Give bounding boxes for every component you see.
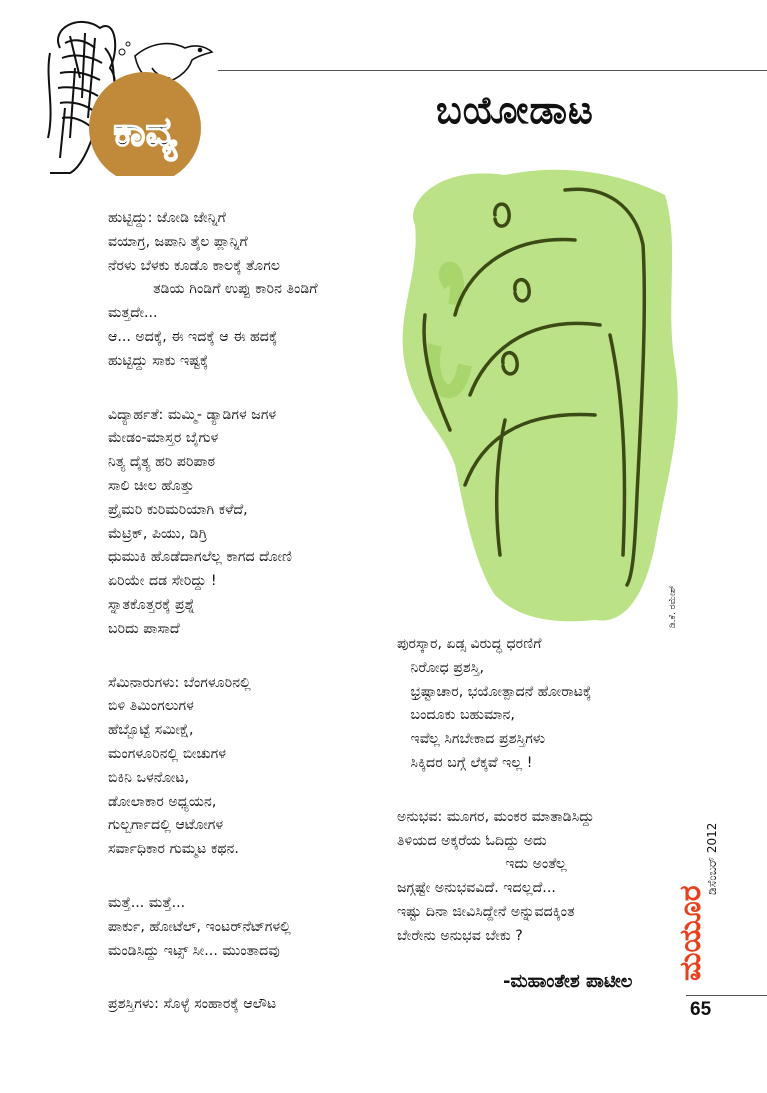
- poem-line: ಇಷ್ಟು ದಿನಾ ಜೀವಿಸಿದ್ದೇನೆ ಅನ್ನುವದಕ್ಕಿಂತ: [397, 903, 575, 920]
- illustration: [395, 165, 685, 630]
- poem-line: ಮಂಗಳೂರಿನಲ್ಲಿ ಬೀಚುಗಳ: [108, 745, 227, 762]
- issue-date: ಡಿಸೆಂಬರ್ 2012: [705, 822, 719, 895]
- poem-line: ಸರ್ವಾಧಿಕಾರ ಗುಮ್ಮಟ ಕಥನ.: [108, 841, 239, 858]
- poem-line: ಇದು ಅಂತೆಲ್ಲ: [397, 856, 567, 873]
- poem-line: ಪ್ರಶಸ್ತಿಗಳು: ಸೊಳ್ಳೆ ಸಂಹಾರಕ್ಕೆ ಆಲೌಟ: [108, 996, 277, 1013]
- poem-line: ಬಿಳಿ ತಿಮಿಂಗಲುಗಳ: [108, 698, 194, 715]
- top-rule: [218, 70, 767, 71]
- poem-author: -ಮಹಾಂತೇಶ ಪಾಟೀಲ: [503, 971, 633, 992]
- poem-line: ಪುರಸ್ಕಾರ, ಏಡ್ಸ ವಿರುದ್ಧ ಧರಣಿಗೆ: [397, 636, 542, 652]
- poem-line: ವಯಾಗ್ರ, ಜಪಾನಿ ತೈಲ ಪ್ಲಾನ್ನಿಗೆ: [108, 233, 248, 250]
- poem-line: ಹೆಬ್ಬೊಟ್ಟೆ ಸಮೀಕ್ಷೆ,: [108, 722, 194, 739]
- poem-line: ಮೇಡಂ-ಮಾಸ್ತರ ಬೈಗುಳ: [108, 430, 219, 447]
- logo-label: ಕಾವ್ಯ: [113, 109, 177, 155]
- poem-line: ಮತ್ತೆ... ಮತ್ತೆ...: [108, 894, 186, 911]
- stanza-education: [108, 404, 393, 642]
- poem-line: ಬಿಕಿನಿ ಒಳನೋಟ,: [108, 769, 190, 786]
- poem-line: ಜಗ್ಗಷ್ಟೇ ಅನುಭವವಿದೆ. ಇದಲ್ಲದೆ...: [397, 880, 556, 897]
- poem-line: ಹುಟ್ಟಿದ್ದು ಸಾಕು ಇಷ್ಟಕ್ಕೆ: [108, 352, 209, 369]
- poem-line: ಇವೆಲ್ಲ ಸಿಗಬೇಕಾದ ಪ್ರಶಸ್ತಿಗಳು: [397, 731, 546, 748]
- artist-signature: ಡಿ.ಕೆ. ರಮೇಶ್: [668, 585, 678, 628]
- stanza-awards: [397, 633, 717, 776]
- masthead-name: ಮಯೂರ: [673, 885, 708, 981]
- poem-line: ಡೋಲಾಕಾರ ಅಧ್ಯಯನ,: [108, 793, 217, 810]
- poem-line: ಪಾರ್ಕು, ಹೋಟೆಲ್, ಇಂಟರ್‌ನೆಟ್‌ಗಳಲ್ಲಿ: [108, 918, 291, 935]
- poem-line: ಬೇರೇನು ಅನುಭವ ಬೇಕು ?: [397, 927, 523, 944]
- poem-line: ಬಂದೂಕು ಬಹುಮಾನ,: [397, 707, 515, 724]
- poem-line: ನೆರಳು ಬೆಳಕು ಕೂಡೊ ಕಾಲಕ್ಕೆ ತೊಗಲ: [108, 257, 281, 274]
- poem-line: ಭ್ರಷ್ಟಾಚಾರ, ಭಯೋತ್ಪಾದನೆ ಹೋರಾಟಕ್ಕೆ: [397, 683, 592, 700]
- poem-line: ಗುಲ್ಬರ್ಗಾದಲ್ಲಿ ಆಟೋಗಳ: [108, 817, 224, 834]
- poet-bird-sketch-icon: [40, 8, 216, 176]
- poem-line: ಸಾಲಿ ಚೀಲ ಹೊತ್ತು: [108, 477, 195, 494]
- poem-line: ಸೆಮಿನಾರುಗಳು: ಬೆಂಗಳೂರಿನಲ್ಲಿ: [108, 674, 251, 691]
- poem-line: ನಿತ್ಯ ದೈತ್ಯ ಹರಿ ಪರಿಪಾಠ: [108, 454, 216, 471]
- poem-line: ಧುಮುಕಿ ಹೊಡೆದಾಗಲೆಲ್ಲ ಕಾಗದ ದೋಣಿ: [108, 549, 293, 566]
- poem-line: ಮೆಟ್ರಿಕ್, ಪಿಯು, ಡಿಗ್ರಿ: [108, 525, 208, 542]
- three-figures-sketch-icon: [395, 165, 685, 630]
- stanza-birth: [108, 207, 393, 374]
- poem-line: ನಿರೋಧ ಪ್ರಶಸ್ತಿ,: [397, 659, 485, 676]
- stanza-seminars: [108, 672, 393, 862]
- poem-line: ಬರಿದು ಪಾಸಾದೆ: [108, 620, 180, 637]
- stanza-awards-start: [108, 993, 393, 1017]
- stanza-again: [108, 892, 393, 963]
- poem-line: ಹುಟ್ಟಿದ್ದು: ಜೋಡಿ ಜೇನ್ನಿಗೆ: [108, 210, 226, 226]
- poem-line: ತಿಳಿಯದ ಅಕ್ಕರೆಯ ಓದಿದ್ದು ಅದು: [397, 832, 547, 849]
- poem-title: ಬಯೋಡಾಟ: [436, 88, 594, 132]
- poem-line: ಮತ್ತದೇ...: [108, 305, 158, 322]
- poem-line: ಪ್ರೈಮರಿ ಕುರಿಮರಿಯಾಗಿ ಕಳೆದೆ,: [108, 501, 248, 518]
- poem-line: ವಿದ್ಯಾರ್ಹತೆ: ಮಮ್ಮಿ- ಡ್ಯಾಡಿಗಳ ಜಗಳ: [108, 406, 277, 423]
- page-number: 65: [690, 999, 712, 1020]
- poem-line: ಮಂಡಿಸಿದ್ದು ಇಟ್ಸ್ ಸೀ... ಮುಂತಾದವು: [108, 942, 280, 959]
- poem-line: ಅನುಭವ: ಮೂಗರ, ಮಂಕರ ಮಾತಾಡಿಸಿದ್ದು: [397, 808, 595, 825]
- poem-line: ಸ್ನಾತಕೊತ್ತರಕ್ಕೆ ಪ್ರಶ್ನೆ: [108, 596, 195, 613]
- poem-line: ತಡಿಯ ಗಿಂಡಿಗೆ ಉಪ್ಪು ಕಾರಿನ ತಿಂಡಿಗೆ: [108, 281, 318, 298]
- poem-line: ಸಿಕ್ಕಿದರ ಬಗ್ಗೆ ಲೆಕ್ಕವೆ ಇಲ್ಲ !: [397, 754, 533, 771]
- poem-line: ಏರಿಯೇ ದಡ ಸೇರಿದ್ದು !: [108, 573, 217, 590]
- poem-line: ಆ... ಅದಕ್ಕೆ, ಈ ಇದಕ್ಕೆ ಆ ಈ ಹದಕ್ಕೆ: [108, 328, 278, 345]
- poem-left-column: [108, 207, 393, 1017]
- bottom-rule: [686, 995, 767, 996]
- section-logo: [40, 8, 216, 176]
